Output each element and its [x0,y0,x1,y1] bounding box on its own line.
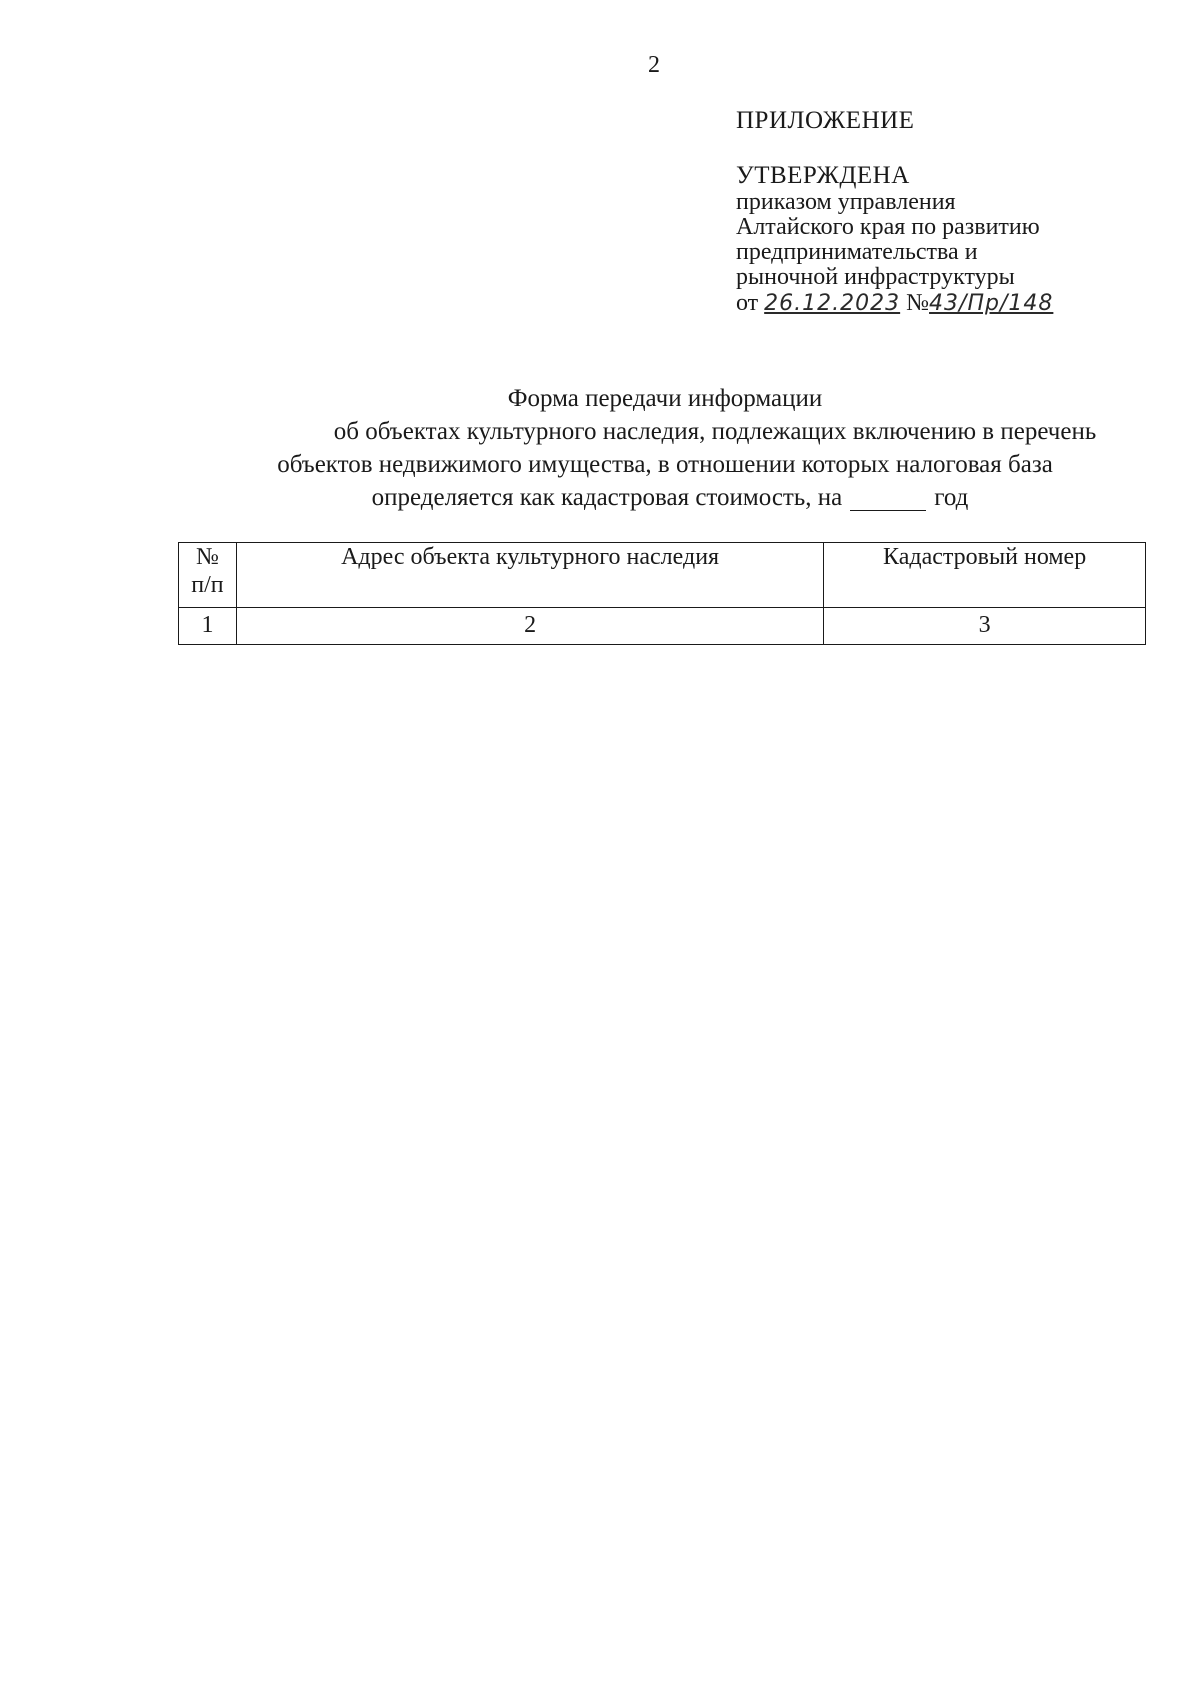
table-header-row [179,543,1146,608]
approval-date-line [736,290,1156,317]
date-prefix: от [736,290,759,316]
form-title-line-1: Форма передачи информации [507,385,823,412]
index-cell-1: 1 [179,608,237,645]
index-cell-3: 3 [824,608,1146,645]
approved-label: УТВЕРЖДЕНА [736,162,910,189]
header-address: Адрес объекта культурного наследия [236,543,823,608]
info-table [178,542,1146,645]
header-number [179,543,237,608]
table-index-row [179,608,1146,645]
form-title-line-3: объектов недвижимого имущества, в отношении которых налоговая база [277,451,1053,478]
form-title [200,382,1160,515]
approval-line-2: Алтайского края по развитию [736,214,1040,240]
index-cell-2: 2 [236,608,823,645]
approval-line-3: предпринимательства и [736,239,978,265]
header-number-abbr: п/п [191,572,224,598]
approval-line-4: рыночной инфраструктуры [736,264,1015,290]
form-title-line-4 [200,481,1160,515]
handwritten-date: 26.12.2023 [764,291,901,316]
number-sign: № [906,290,930,316]
handwritten-order-number: 43/Пр/148 [929,291,1054,316]
header-number-sign: № [196,544,219,570]
form-title-line-4-text: определяется как кадастровая стоимость, на [371,484,843,511]
approval-block [736,106,1156,317]
appendix-label: ПРИЛОЖЕНИЕ [736,107,915,134]
header-cadastral: Кадастровый номер [824,543,1146,608]
year-blank-field [850,477,926,511]
form-title-line-2: об объектах культурного наследия, подлежащих включению в перечень [333,418,1097,445]
page-number: 2 [648,52,660,78]
approval-line-1: приказом управления [736,189,956,215]
form-title-year-word: год [934,484,969,511]
